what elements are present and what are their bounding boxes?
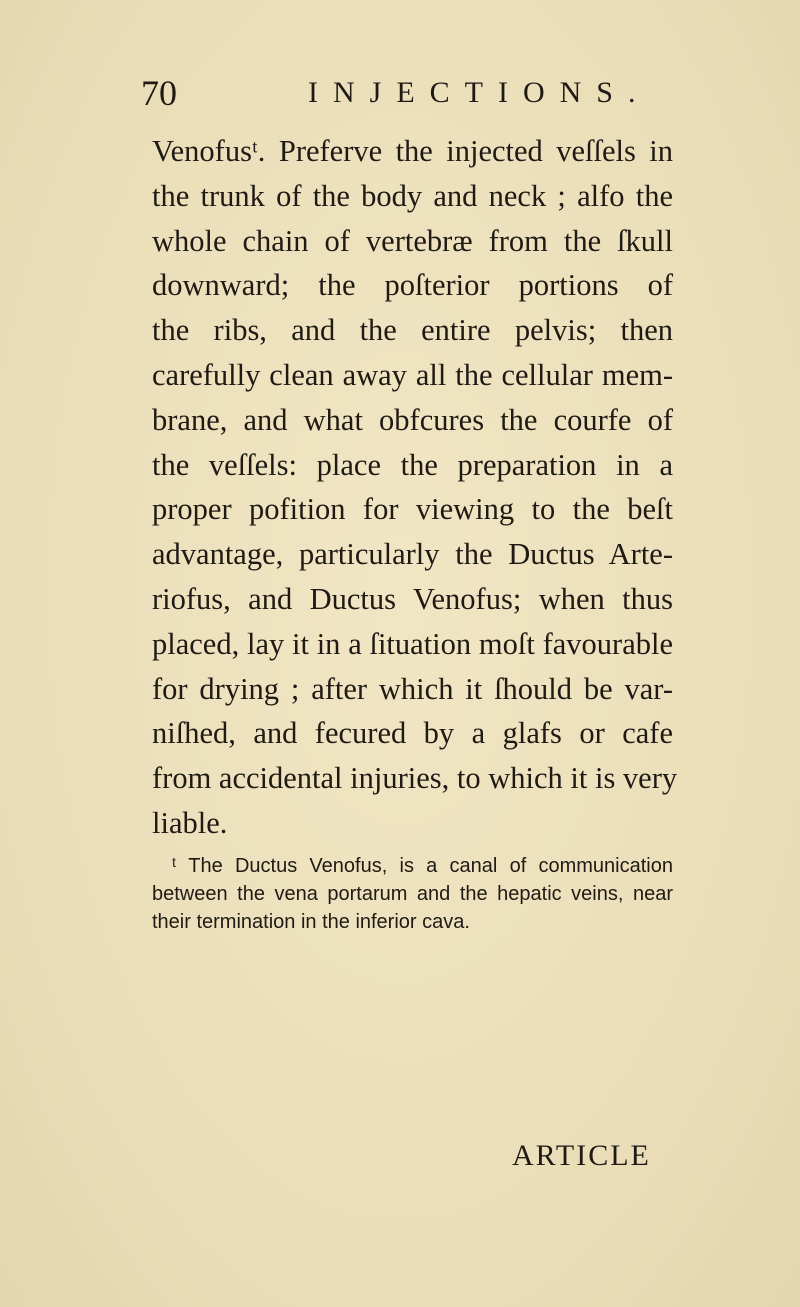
main-text (152, 129, 678, 846)
text-line: whole chain of vertebræ from the ſkull (152, 223, 673, 258)
text-line: the trunk of the body and neck ; alfo the (152, 178, 673, 213)
footnote-line: ᵗ The Ductus Venofus, is a canal of communication (172, 855, 673, 877)
text-line: liable. (152, 805, 228, 840)
text-line: downward; the poſterior portions of (152, 268, 673, 303)
text-line: proper pofition for viewing to the beſt (152, 492, 673, 527)
text-line: placed, lay it in a ſituation moſt favourable (152, 626, 673, 661)
text-line: the ribs, and the entire pelvis; then (152, 313, 673, 348)
text-line: niſhed, and fecured by a glafs or cafe (152, 716, 673, 751)
text-line: Venofusᵗ. Preferve the injected veſſels in (152, 134, 673, 168)
text-line: from accidental injuries, to which it is very (152, 761, 678, 796)
footnote-line: between the vena portarum and the hepatic veins, near (152, 883, 673, 905)
footnote (152, 852, 673, 936)
text-line: advantage, particularly the Ductus Arte- (152, 537, 673, 572)
page-number: 70 (141, 73, 177, 113)
text-line: riofus, and Ductus Venofus; when thus (152, 581, 673, 616)
text-line: brane, and what obfcures the courfe of (152, 402, 673, 437)
page-header (141, 68, 661, 118)
text-line: the veſſels: place the preparation in a (152, 447, 673, 482)
catchword: ARTICLE (512, 1139, 651, 1172)
text-line: carefully clean away all the cellular mem- (152, 357, 673, 392)
footnote-line: their termination in the inferior cava. (152, 911, 470, 933)
running-head: INJECTIONS. (308, 76, 651, 109)
text-line: for drying ; after which it ſhould be var- (152, 671, 673, 706)
